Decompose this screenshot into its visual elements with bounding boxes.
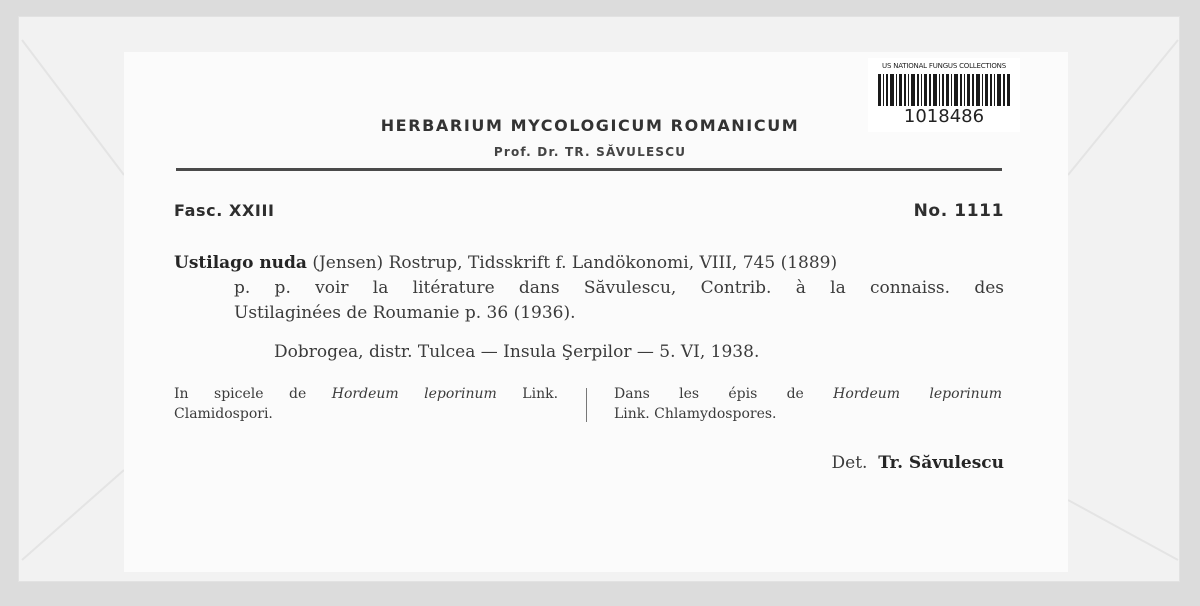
host-ro-suffix: Link. xyxy=(522,386,559,402)
host-french xyxy=(614,384,1002,424)
species-name: Ustilago nuda xyxy=(174,253,307,273)
herbarium-subtitle: Prof. Dr. TR. SĂVULESCU xyxy=(493,145,687,159)
fascicle: Fasc. XXIII xyxy=(174,201,275,220)
host-fr-line-1 xyxy=(614,384,1002,404)
barcode-icon xyxy=(878,74,1010,106)
host-romanian xyxy=(174,384,558,424)
species-line xyxy=(174,251,1004,275)
host-ro-line-2: Clamidospori. xyxy=(174,406,273,422)
species-citation: (Jensen) Rostrup, Tidsskrift f. Landökonomi, VIII, 745 (1889) xyxy=(312,253,838,273)
header-rule xyxy=(176,168,1002,171)
det-label: Det. xyxy=(831,453,868,473)
specimen-number: No. 1111 xyxy=(913,201,1004,221)
host-fr-prefix: Dans les épis de xyxy=(614,386,804,402)
host-ro-prefix: In spicele de xyxy=(174,386,307,402)
barcode-collection: US NATIONAL FUNGUS COLLECTIONS xyxy=(882,62,1006,70)
host-ro-name: Hordeum leporinum xyxy=(331,386,497,402)
literature-line-1: p. p. voir la litérature dans Săvulescu, Contrib. à la connaiss. des xyxy=(234,278,1004,298)
host-fr-line-2: Link. Chlamydospores. xyxy=(614,406,777,422)
locality: Dobrogea, distr. Tulcea — Insula Şerpilor — 5. VI, 1938. xyxy=(274,342,760,362)
herbarium-title: HERBARIUM MYCOLOGICUM ROMANICUM xyxy=(380,116,800,135)
column-divider xyxy=(586,388,587,422)
determiner xyxy=(832,453,1004,473)
host-fr-name: Hordeum leporinum xyxy=(833,386,1002,402)
host-ro-line-1 xyxy=(174,384,558,404)
det-name: Tr. Săvulescu xyxy=(878,453,1004,473)
barcode-number: 1018486 xyxy=(903,106,985,127)
barcode-label xyxy=(868,58,1020,132)
literature-line-2: Ustilaginées de Roumanie p. 36 (1936). xyxy=(234,303,576,323)
